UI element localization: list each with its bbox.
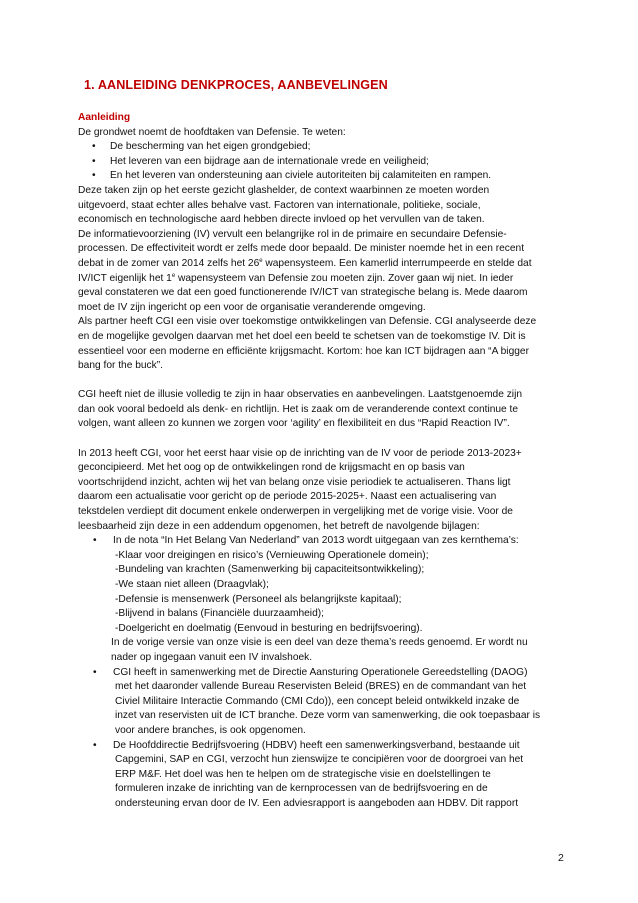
list-item: • En het leveren van ondersteuning aan civiele autoriteiten bij calamiteiten en rampen.	[78, 169, 564, 184]
text-line: Capgemini, SAP en CGI, verzocht hun zienswijze te concipiëren voor de doorgroei van het	[115, 754, 524, 766]
text-line: voor andere branches, is ook opgenomen.	[115, 724, 306, 736]
subheading: Aanleiding	[78, 112, 131, 123]
list-item: • CGI heeft in samenwerking met de Directie Aansturing Operationele Gereedstelling (DAOG)	[78, 666, 564, 681]
text-line: leesbaarheid zijn deze in een addendum opgenomen, het betreft de navolgende bijlagen:	[78, 520, 480, 532]
text-line: essentieel voor een moderne en efficiënte krijgsmacht. Kortom: hoe kan ICT bijdragen aan “A bigger	[78, 345, 529, 357]
appendix-list	[78, 534, 564, 811]
paragraph-3	[78, 447, 564, 535]
theme-line: -We staan niet alleen (Draagvlak);	[115, 579, 269, 590]
list-item: • In de nota “In Het Belang Van Nederland” van 2013 wordt uitgegaan van zes kernthema’s:	[78, 534, 564, 549]
text-line: formuleren inzake de inrichting van de kernprocessen van de bedrijfsvoering en de	[115, 783, 488, 795]
paragraph-2	[78, 388, 564, 432]
text-line: inzet van reservisten uit de ICT branche. Deze vorm van samenwerking, die ook toepasbaar is	[115, 710, 541, 722]
theme-line: -Defensie is mensenwerk (Personeel als belangrijkste kapitaal);	[115, 593, 402, 605]
text-line: De informatievoorziening (IV) vervult een belangrijke rol in de primaire en secundaire Defensie-	[78, 228, 507, 240]
text-line: processen. De effectiviteit wordt er zelfs mede door bepaald. De minister noemde het in een recent	[78, 243, 525, 255]
text-line: volgen, want alleen zo kunnen we zorgen voor ‘agility’ en flexibiliteit en dus “Rapid Reaction IV”.	[78, 418, 510, 430]
paragraph-spacer	[78, 432, 564, 447]
text-line: en de mogelijke gevolgen daarvan met het doel een beeld te schetsen van de toekomstige IV. Dit is	[78, 330, 526, 342]
text-line: debat in de zomer van 2014 zelfs het 26e wapensysteem. Een kamerlid interrumpeerde en stelde dat	[78, 257, 532, 269]
text-line: geconcipieerd. Met het oog op de ontwikkelingen rond de krijgsmacht en op basis van	[78, 462, 465, 474]
text-line: In 2013 heeft CGI, voor het eerst haar visie op de inrichting van de IV voor de periode 2013-2023+	[78, 447, 522, 459]
bullet-icon: •	[93, 535, 97, 547]
section-heading: 1. AANLEIDING DENKPROCES, AANBEVELINGEN	[84, 78, 388, 92]
text-line: ondersteuning ervan door de IV. Een adviesrapport is aangeboden aan HDBV. Dit rapport	[115, 797, 519, 809]
theme-line: -Bundeling van krachten (Samenwerking bij capaciteitsontwikkeling);	[115, 564, 425, 576]
text-line: voortschrijdend inzicht, achten wij het van belang onze visie periodiek te actualiseren. Thans ligt	[78, 476, 511, 488]
text-line: dan ook vooral bedoeld als denk- en richtlijn. Het is zaak om de veranderende context continue te	[78, 403, 519, 415]
text-line: tekstdelen verdiept dit document enkele onderwerpen in vergelijking met de vorige visie. Voor de	[78, 506, 513, 518]
text-line: nader op ingegaan vanuit een IV invalshoek.	[111, 651, 313, 663]
text-line: In de vorige versie van onze visie is een deel van deze thema’s reeds genoemd. Er wordt nu	[111, 637, 528, 649]
list-item: • De Hoofddirectie Bedrijfsvoering (HDBV) heeft een samenwerkingsverband, bestaande uit	[78, 739, 564, 754]
bullet-icon: •	[92, 170, 96, 182]
bullet-icon: •	[93, 666, 97, 678]
list-item: • De bescherming van het eigen grondgebied;	[78, 140, 564, 155]
text-line: daarom een actualisatie voor gericht op de periode 2015-2025+. Naast een actualisering van	[78, 491, 497, 503]
page-body	[78, 78, 564, 812]
text-line: geval constateren we dat een goed functionerende IV/ICT van strategische belang is. Mede daarom	[78, 287, 528, 299]
text-line: moet de IV zijn ingericht op een voor de organisatie veranderende omgeving.	[78, 301, 426, 313]
text-line: Deze taken zijn op het eerste gezicht glashelder, de context waarbinnen ze moeten worden	[78, 184, 490, 196]
text-line: economisch en technologische aard hebben directe invloed op het vervullen van de taken.	[78, 214, 485, 226]
paragraph-spacer	[78, 374, 564, 389]
intro-line: De grondwet noemt de hoofdtaken van Defensie. Te weten:	[78, 126, 346, 138]
bullet-icon: •	[92, 141, 96, 153]
bullet-icon: •	[92, 155, 96, 167]
text-line: ERP M&F. Het doel was hen te helpen om de strategische visie en doelstellingen te	[115, 768, 491, 780]
text-line: Als partner heeft CGI een visie over toekomstige ontwikkelingen van Defensie. CGI analyseerde deze	[78, 316, 537, 328]
text-line: bang for the buck”.	[78, 360, 163, 372]
text-line: Civiel Militaire Interactie Commando (CMI Cdo)), een concept beleid ontwikkeld inzake de	[115, 695, 520, 707]
page-number: 2	[558, 852, 564, 864]
text-line: IV/ICT eigenlijk het 1e wapensysteem van Defensie zou moeten zijn. Zover gaan wij niet. In ieder	[78, 272, 514, 284]
task-list	[78, 140, 564, 184]
text-line: met het daaronder vallende Bureau Reservisten Beleid (BRES) en de commandant van het	[115, 681, 527, 693]
text-line: uitgevoerd, staat echter alles behalve vast. Factoren van internationale, politieke, sociale,	[78, 199, 481, 211]
text-line: CGI heeft niet de illusie volledig te zijn in haar observaties en aanbevelingen. Laatstgenoemde zijn	[78, 389, 523, 401]
theme-line: -Klaar voor dreigingen en risico’s (Vernieuwing Operationele domein);	[115, 549, 429, 561]
list-item: • Het leveren van een bijdrage aan de internationale vrede en veiligheid;	[78, 155, 564, 170]
bullet-icon: •	[93, 739, 97, 751]
paragraph-1	[78, 184, 564, 374]
theme-line: -Blijvend in balans (Financiële duurzaamheid);	[115, 608, 324, 620]
theme-line: -Doelgericht en doelmatig (Eenvoud in besturing en bedrijfsvoering).	[115, 622, 423, 634]
